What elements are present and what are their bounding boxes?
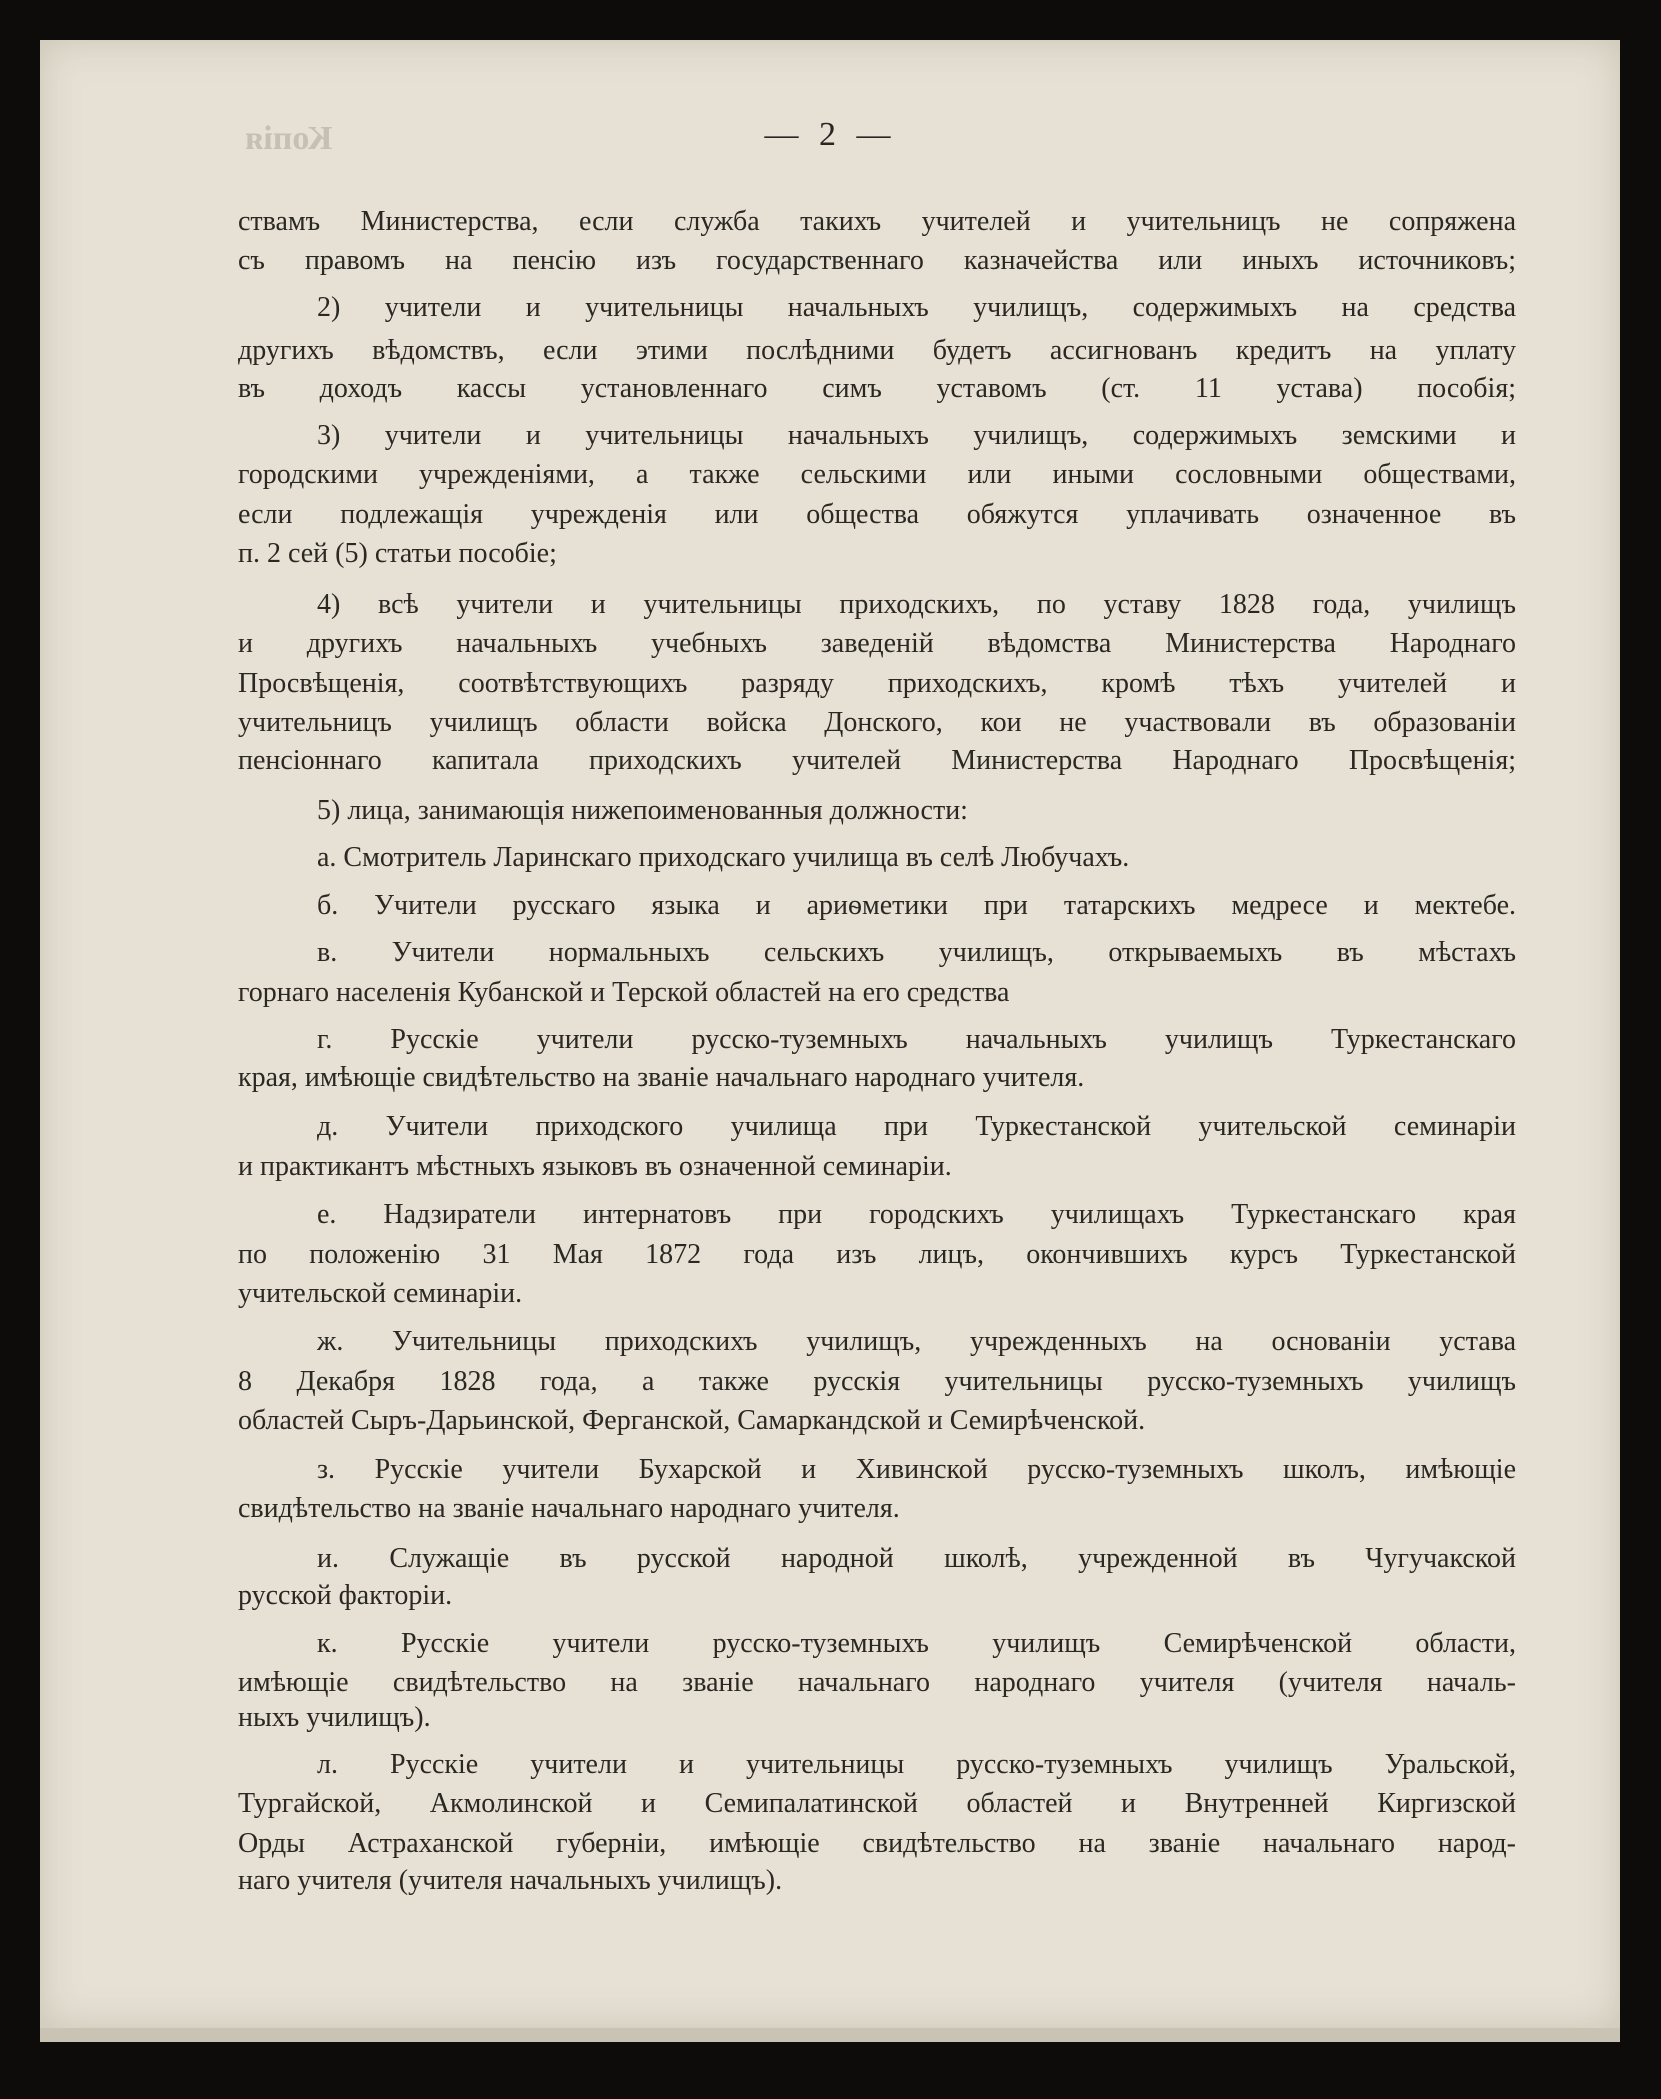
text-line: по положенію 31 Мая 1872 года изъ лицъ, окончившихъ курсъ Туркестанской [238,1239,1516,1270]
text-line: съ правомъ на пенсію изъ государственнаго казначейства или иныхъ источниковъ; [238,245,1516,276]
text-line: б. Учители русскаго языка и ариѳметики при татарскихъ медресе и мектебе. [317,890,1516,921]
text-line: края, имѣющіе свидѣтельство на званіе начальнаго народнаго учителя. [238,1062,1085,1093]
text-line: п. 2 сей (5) статьи пособіе; [238,538,557,569]
text-line: и другихъ начальныхъ учебныхъ заведеній вѣдомства Министерства Народнаго [238,628,1516,659]
text-line: въ доходъ кассы установленнаго симъ уставомъ (ст. 11 устава) пособія; [238,373,1516,404]
text-line: русской факторіи. [238,1580,453,1611]
text-line: г. Русскіе учители русско-туземныхъ начальныхъ училищъ Туркестанскаго [317,1024,1516,1055]
text-line: Просвѣщенія, соотвѣтствующихъ разряду приходскихъ, кромѣ тѣхъ учителей и [238,668,1516,699]
text-line: Орды Астраханской губерніи, имѣющіе свидѣтельство на званіе начальнаго народ- [238,1828,1516,1859]
page-number: — 2 — [764,116,897,153]
text-line: учительской семинаріи. [238,1278,523,1309]
text-line: и. Служащіе въ русской народной школѣ, учрежденной въ Чугучакской [317,1543,1516,1574]
text-line: ныхъ училищъ). [238,1702,431,1733]
text-line: 5) лица, занимающія нижепоименованныя должности: [317,795,968,826]
text-line: е. Надзиратели интернатовъ при городскихъ училищахъ Туркестанскаго края [317,1199,1516,1230]
page-edge [40,2028,1620,2042]
text-line: 3) учители и учительницы начальныхъ училищъ, содержимыхъ земскими и [317,420,1516,451]
text-line: ствамъ Министерства, если служба такихъ учителей и учительницъ не сопряжена [238,206,1516,237]
text-line: д. Учители приходского училища при Туркестанской учительской семинаріи [317,1111,1516,1142]
text-line: имѣющіе свидѣтельство на званіе начальнаго народнаго учителя (учителя началь- [238,1667,1516,1698]
text-line: другихъ вѣдомствъ, если этими послѣдними будетъ ассигнованъ кредитъ на уплату [238,335,1516,366]
text-line: если подлежащія учрежденія или общества обяжутся уплачивать означенное въ [238,499,1516,530]
text-line: а. Смотритель Ларинскаго приходскаго училища въ селѣ Любучахъ. [317,842,1130,873]
text-line: областей Сыръ-Дарьинской, Ферганской, Самаркандской и Семирѣченской. [238,1405,1146,1436]
text-line: в. Учители нормальныхъ сельскихъ училищъ, открываемыхъ въ мѣстахъ [317,937,1516,968]
text-line: л. Русскіе учители и учительницы русско-туземныхъ училищъ Уральской, [317,1749,1516,1780]
text-line: городскими учрежденіями, а также сельскими или иными сословными обществами, [238,459,1516,490]
text-line: наго учителя (учителя начальныхъ училищъ). [238,1865,783,1896]
text-line: Тургайской, Акмолинской и Семипалатинской областей и Внутренней Киргизской [238,1788,1516,1819]
text-line: учительницъ училищъ области войска Донского, кои не участвовали въ образованіи [238,707,1516,738]
text-line: ж. Учительницы приходскихъ училищъ, учрежденныхъ на основаніи устава [317,1326,1516,1357]
text-line: з. Русскіе учители Бухарской и Хивинской русско-туземныхъ школъ, имѣющіе [317,1454,1516,1485]
text-line: горнаго населенія Кубанской и Терской областей на его средства [238,977,1010,1008]
text-line: 4) всѣ учители и учительницы приходскихъ, по уставу 1828 года, училищъ [317,589,1516,620]
text-line: и практикантъ мѣстныхъ языковъ въ означенной семинаріи. [238,1151,952,1182]
text-line: к. Русскіе учители русско-туземныхъ училищъ Семирѣченской области, [317,1628,1516,1659]
stamp-bleed-through: Копія [245,120,333,157]
text-line: 2) учители и учительницы начальныхъ училищъ, содержимыхъ на средства [317,292,1516,323]
text-line: свидѣтельство на званіе начальнаго народнаго учителя. [238,1493,900,1524]
text-line: 8 Декабря 1828 года, а также русскія учительницы русско-туземныхъ училищъ [238,1366,1516,1397]
text-line: пенсіоннаго капитала приходскихъ учителей Министерства Народнаго Просвѣщенія; [238,745,1516,776]
